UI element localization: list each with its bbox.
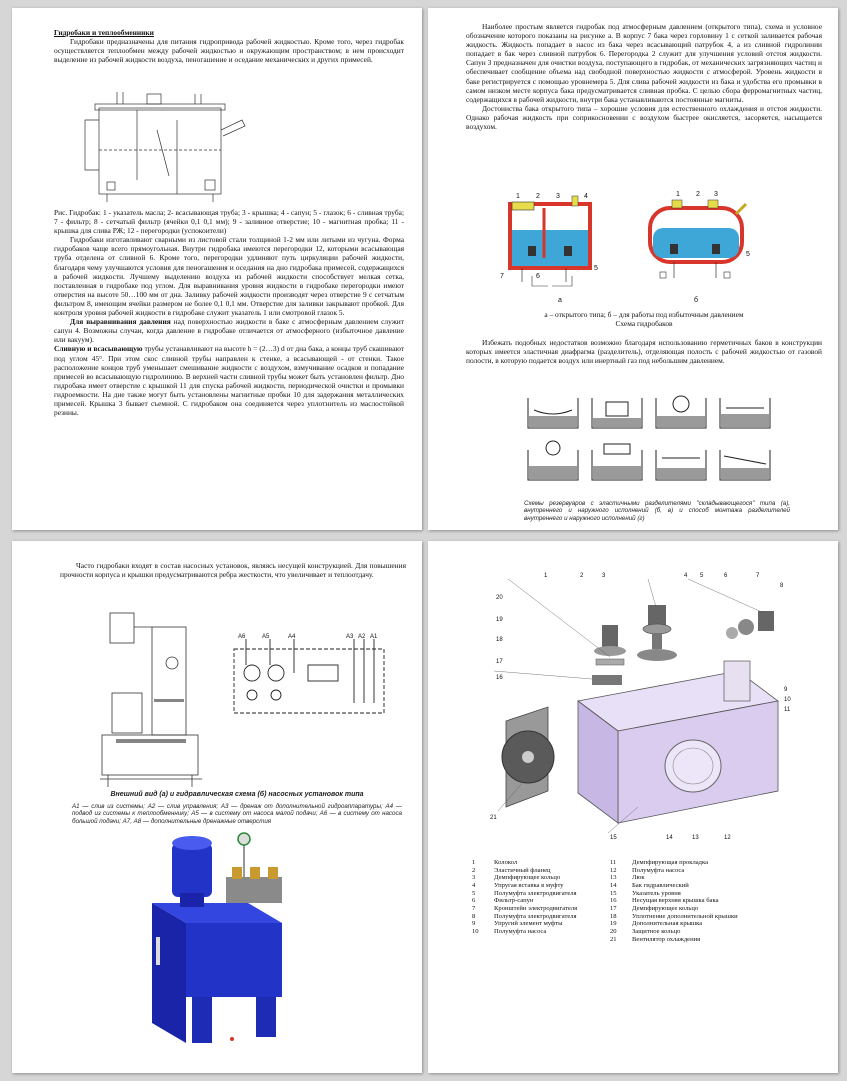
- legend-num: 21: [610, 935, 617, 943]
- legend-text: Упругая вставка в муфту: [494, 881, 564, 889]
- legend-num: 19: [610, 920, 617, 928]
- hydraulic-scheme-svg: [224, 633, 394, 723]
- scheme-a-label-3: 3: [556, 193, 560, 200]
- legend-num: 20: [610, 927, 617, 935]
- legend-item: [472, 897, 612, 905]
- legend-num: 12: [610, 866, 617, 874]
- scheme-label-a4: А4: [288, 634, 296, 640]
- page1-title: Гидробаки и теплообменники: [54, 28, 154, 37]
- legend-num: 16: [610, 897, 617, 905]
- legend-text: Указатель уровня: [632, 889, 681, 897]
- scheme-label-a2: А2: [358, 634, 366, 640]
- callout-9: 9: [784, 687, 788, 693]
- p3-text: [60, 561, 406, 579]
- legend-num: 2: [472, 866, 476, 874]
- legend-left: [472, 859, 612, 936]
- callout-3: 3: [602, 573, 606, 579]
- legend-text: Полумуфта электродвигателя: [494, 912, 577, 920]
- diaphragm-tanks-drawing: [520, 388, 786, 498]
- scheme-label-a5: А5: [262, 634, 270, 640]
- legend-text: Бак гидравлический: [632, 881, 689, 889]
- scheme-a-label-5: 5: [594, 265, 598, 272]
- scheme-b-label-1: 1: [676, 191, 680, 198]
- page-2: [428, 8, 838, 530]
- legend-text: Несущая верхняя крышка бака: [632, 897, 719, 905]
- legend-text: Эластичный фланец: [494, 866, 551, 874]
- legend-num: 4: [472, 881, 476, 889]
- callout-11: 11: [784, 707, 791, 713]
- legend-item: [472, 928, 612, 936]
- callout-5: 5: [700, 573, 704, 579]
- page-1: [12, 8, 422, 530]
- scheme-b-label-5: 5: [746, 251, 750, 258]
- legend-text: Люк: [632, 874, 645, 882]
- page2-para2: Достоинства бака открытого типа – хорошие условия для естественного охлаждения и отстоя жидкости. Однако рабочая жидкость при соприкосновении с воздухом быстрее окисляется, засоряется, насыщается воздухом.: [466, 103, 822, 132]
- page2-caption2: Схема гидробаков: [615, 319, 673, 329]
- legend-text: Демпфирующее кольцо: [494, 874, 561, 882]
- legend-item: [610, 890, 806, 898]
- legend-text: Полумуфта насоса: [632, 866, 685, 874]
- legend-item: [610, 882, 806, 890]
- legend-num: 10: [472, 927, 479, 935]
- legend-item: [472, 859, 612, 867]
- page-4: [428, 541, 838, 1073]
- legend-right: [610, 859, 806, 943]
- callout-6: 6: [724, 573, 728, 579]
- legend-item: [610, 920, 806, 928]
- legend-text: Фильтр-сапун: [494, 897, 534, 905]
- legend-item: [472, 913, 612, 921]
- legend-num: 7: [472, 904, 476, 912]
- legend-text: Полумуфта насоса: [494, 927, 547, 935]
- page2-para1: Наиболее простым является гидробак под атмосферным давлением (открытого типа), схема и условное обозначение которого показаны на рисунке а. В корпус 7 бака через горловину 1 с сеткой заливается рабочая жидкость. Жидкость попадает в насос из бака через всасывающий патрубок 4, а из сливной гидролинии попадает в бак через сливной патрубок 6. Перегородка 2 служит для улучшения условий отстоя жидкости. Сапун 3 предназначен для очистки воздуха, поступающего в гидробак, от механических загрязняющих частиц и обеспечивает сообщение объема над свободной поверхностью жидкости с атмосферой. Уровень жидкости в баке регистрируется с помощью уровнемера 5. Для слива рабочей жидкости из бака и удобства его промывки в самом низком месте корпуса бака предусматривается сливная пробка. С целью сбора ферромагнитных частиц, содержащихся в рабочей жидкости, внутри бака устанавливаются постоянные магниты.: [466, 22, 822, 104]
- scheme-a-label-7: 7: [500, 273, 504, 280]
- hydrotank-drawing-svg: [77, 90, 257, 205]
- pump-unit-svg: [92, 607, 212, 791]
- legend-item: [610, 936, 806, 944]
- legend-num: 18: [610, 912, 617, 920]
- p3-fig-caption-block: [72, 791, 402, 798]
- legend-text: Демпфирующая прокладка: [632, 859, 709, 866]
- diaphragm-tanks-svg: [520, 388, 786, 498]
- scheme-b-sub: б: [694, 297, 699, 304]
- callout-20: 20: [496, 595, 503, 601]
- callout-14: 14: [666, 835, 673, 841]
- legend-item: [610, 867, 806, 875]
- p2-text-top: [466, 22, 822, 131]
- page2-para3: Избежать подобных недостатков возможно благодаря использованию герметичных баков в конструкции которых имеется эластичная диафрагма (разделитель), отделяющая полость с рабочей жидкостью от газовой полости, в которую подается воздух или инертный газ под небольшим давлением.: [466, 338, 822, 366]
- legend-num: 15: [610, 889, 617, 897]
- callout-2: 2: [580, 573, 584, 579]
- page1-body3-bold: Сливную и всасывающую: [54, 344, 143, 354]
- legend-text: Колокол: [494, 859, 518, 866]
- p2-caption: [466, 310, 822, 328]
- legend-item: [472, 905, 612, 913]
- callout-10: 10: [784, 697, 791, 703]
- legend-text: Упругий элемент муфты: [494, 920, 563, 928]
- page3-fig-caption: Внешний вид (а) и гидравлическая схема (б) насосных установок типа: [110, 791, 364, 798]
- legend-item: [472, 882, 612, 890]
- legend-text: Демпфирующее кольцо: [632, 904, 699, 912]
- scheme-label-a6: А6: [238, 634, 246, 640]
- scheme-pressurized-tank: [650, 200, 746, 278]
- legend-item: [472, 874, 612, 882]
- p3-fig-note-block: [72, 803, 402, 825]
- scheme-a-sub: а: [558, 297, 562, 304]
- page-3: [12, 541, 422, 1073]
- page1-body2-text: над поверхностью жидкости в баке с атмосферным давлением служит сапун 4. Возможны случаи, когда давление в гидробаке отличается от атмосферного (избыточное давление или вакуум).: [54, 317, 404, 345]
- legend-text: Полумуфта электродвигателя: [494, 889, 577, 897]
- page3-fig-note: А1 — слив из системы; А2 — слив управления; А3 — дренаж от дополнительной гидроаппаратуры; А4 — подвод из системы к теплообменнику; А5 — в систему от насоса малой подачи; А6 — в систему от насоса большой подачи; А7, А8 — дополнительные дренажные отверстия: [72, 803, 402, 825]
- hydraulic-scheme: [224, 633, 394, 723]
- scheme-b-label-3: 3: [714, 191, 718, 198]
- legend-num: 11: [610, 859, 617, 866]
- legend-num: 9: [472, 920, 476, 928]
- legend-text: Кронштейн электродвигателя: [494, 904, 578, 912]
- legend-num: 14: [610, 881, 617, 889]
- hydrotank-drawing: [77, 90, 257, 205]
- legend-item: [610, 905, 806, 913]
- callout-12: 12: [724, 835, 731, 841]
- page1-fig-caption: Рис. Гидробак: 1 - указатель масла; 2- всасывающая труба; 3 - крышка; 4 - сапун; 5 - глазок; 6 - сливная труба; 7 - фильтр; 8 - сетчатый фильтр (ячейки 0,1 0,1 мм); 9 - заливное отверстие; 10 - магнитная пробка; 11 - крышка для слива РЖ; 12 - перегородки (успокоители): [54, 208, 404, 236]
- page1-body2: [54, 317, 404, 344]
- legend-item: [472, 920, 612, 928]
- legend-item: [610, 874, 806, 882]
- legend-text: Вентилятор охлаждения: [632, 935, 701, 943]
- callout-19: 19: [496, 617, 503, 623]
- p2-scan-caption: [524, 500, 790, 522]
- legend-num: 5: [472, 889, 476, 897]
- callout-18: 18: [496, 637, 503, 643]
- callout-15: 15: [610, 835, 617, 841]
- legend-text: Защитное кольцо: [632, 927, 681, 935]
- callout-13: 13: [692, 835, 699, 841]
- legend-num: 17: [610, 904, 617, 912]
- page3-para: Часто гидробаки входят в состав насосных установок, являясь несущей конструкцией. Для повышения прочности корпуса и крышки предусматриваются ребра жесткости, что увеличивает и теплоотдачу.: [60, 561, 406, 580]
- page1-body3: [54, 344, 404, 417]
- callout-17: 17: [496, 659, 503, 665]
- scheme-b-label-2: 2: [696, 191, 700, 198]
- scheme-a-label-6: 6: [536, 273, 540, 280]
- legend-item: [610, 859, 806, 867]
- legend-num: 6: [472, 897, 476, 905]
- callout-1: 1: [544, 573, 548, 579]
- scheme-label-a3: А3: [346, 634, 354, 640]
- p2-text-bottom: [466, 338, 822, 365]
- legend-item: [472, 890, 612, 898]
- page1-intro: Гидробаки предназначены для питания гидропривода рабочей жидкостью. Кроме того, через гидробак осуществляется теплообмен между рабочей жидкостью и окружающим пространством; в нем происходит выделение из рабочей жидкости воздуха, пеногашение и оседание механических и других примесей.: [54, 37, 404, 65]
- scheme-open-tank: [510, 196, 590, 286]
- callout-numbers-svg: [484, 569, 796, 845]
- callout-16: 16: [496, 675, 503, 681]
- legend-num: 1: [472, 859, 476, 866]
- legend-text: Уплотнение дополнительной крышки: [632, 912, 738, 920]
- legend-text: Дополнительная крышка: [632, 920, 703, 928]
- legend-item: [610, 897, 806, 905]
- p1-text-top: [54, 28, 404, 64]
- pump-station-render: [132, 827, 322, 1057]
- legend-item: [610, 928, 806, 936]
- tank-schemes-figure: [500, 186, 762, 306]
- callout-numbers: [484, 569, 796, 845]
- callout-8: 8: [780, 583, 784, 589]
- pump-unit-drawing: [92, 607, 212, 791]
- page2-scan-caption: Схемы резервуаров с эластичными разделителями "складывающегося" типа (а), внутреннего и наружного исполнений (б, в) и способ монтажа разделителей внутреннего и наружного исполнений (г): [524, 500, 790, 522]
- callout-7: 7: [756, 573, 760, 579]
- legend-num: 8: [472, 912, 476, 920]
- scheme-a-label-2: 2: [536, 193, 540, 200]
- legend-item: [472, 867, 612, 875]
- scheme-label-a1: А1: [370, 634, 378, 640]
- tank-schemes-svg: [500, 186, 762, 306]
- page1-body1: Гидробаки изготавливают сварными из листовой стали толщиной 1-2 мм или литыми из чугуна. Форма гидробаков чаще всего прямоугольная. Внутри гидробака имеются перегородки 12, которыми всасывающая труба отделена от сливной 6. Кроме того, перегородки удлиняют путь циркуляции рабочей жидкости, благодаря чему улучшаются условия для пеногашения и оседания на дно гидробака примесей, содержащихся в рабочей жидкости. Лучшему выделению воздуха из рабочей жидкости способствует мелкая сетка, поставленная в гидробаке под углом. Для выравнивания уровня жидкости в гидробаке перегородки имеют отверстия на высоте 50…100 мм от дна. Заливку рабочей жидкости производят через отверстие 9 с сетчатым фильтром 8, имеющим ячейки размером не более 0,1 0,1 мм. Отверстие для заливки закрывают пробкой. Для контроля уровня рабочей жидкости в гидробаке служит указатель 1 или смотровой глазок 5.: [54, 235, 404, 318]
- page1-body2-bold: Для выравнивания давления: [70, 317, 171, 327]
- scheme-a-label-4: 4: [584, 193, 588, 200]
- callout-4: 4: [684, 573, 688, 579]
- p1-text-body: [54, 208, 404, 417]
- legend-num: 3: [472, 874, 476, 882]
- scheme-a-label-1: 1: [516, 193, 520, 200]
- legend-num: 13: [610, 874, 617, 882]
- page1-body3-text: трубы устанавливают на высоте h = (2…3) d от дна бака, а концы труб скашивают под углом 45°. При этом скос сливной трубы направлен к стенке, а всасывающей - от стенки. Такое расположение концов труб уменьшает смешивание жидкости с воздухом, взмучивание осадков и попадание примесей во всасывающую гидролинию. В верхней части сливной трубы может быть установлен фильтр. Дно гидробака имеет отверстие с крышкой 11 для спуска рабочей жидкости, периодической очистки и промывки гидроемкости. На дне также могут быть установлены магнитные пробки 10 для задержания металлических примесей. Крышка 3 бывает съемной. С гидробаком она соединяется через уплотнитель из маслостойкой резины.: [54, 344, 405, 418]
- page2-caption1: а – открытого типа; б – для работы под избыточным давлением: [544, 310, 744, 319]
- pump-station-svg: [132, 827, 322, 1057]
- legend-item: [610, 913, 806, 921]
- callout-21: 21: [490, 815, 497, 821]
